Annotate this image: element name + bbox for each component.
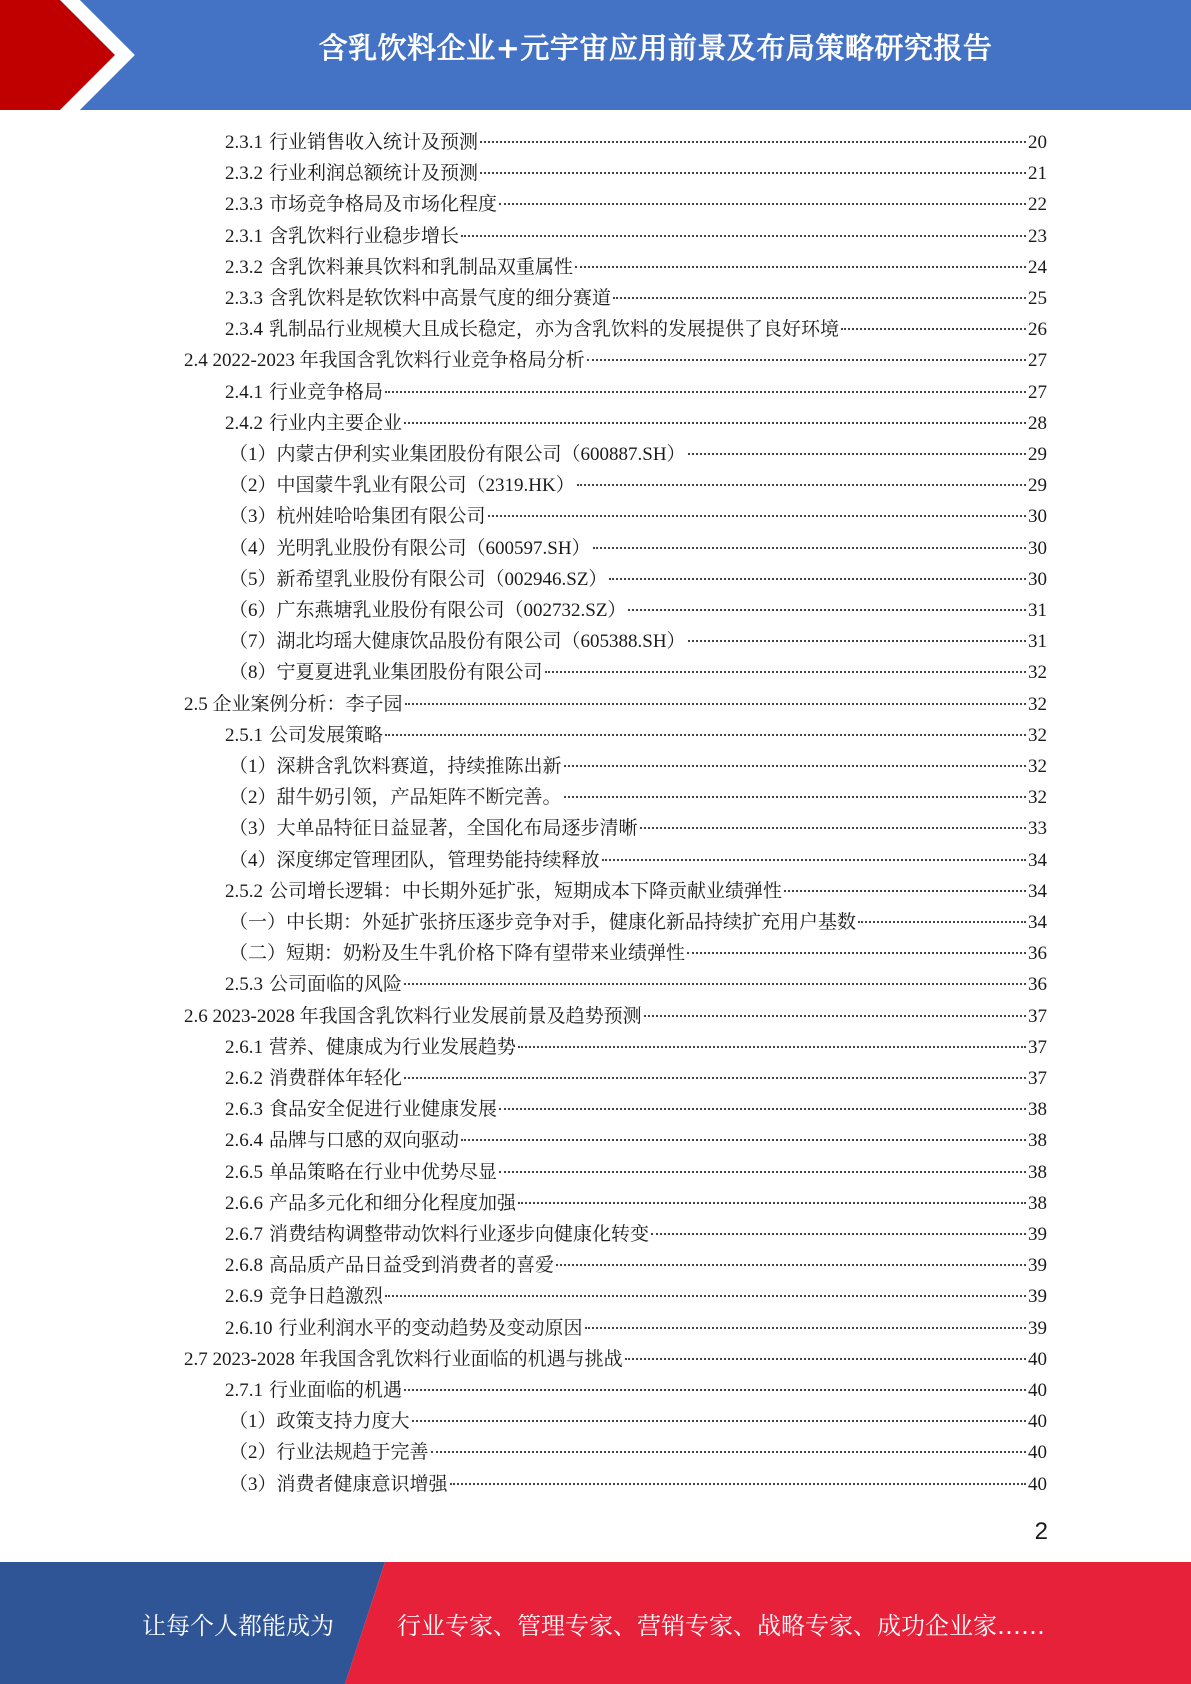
toc-entry[interactable] [225,720,1047,751]
toc-entry[interactable] [225,283,1047,314]
toc-entry-number: 2.6.7 [225,1224,263,1245]
toc-leader-dots [575,266,1026,268]
toc-entry[interactable] [225,221,1047,252]
toc-entry-number: 2.5.2 [225,880,263,902]
toc-entry-label [184,689,403,720]
toc-entry-text: （2）甜牛奶引领，产品矩阵不断完善。 [229,787,562,809]
toc-entry-page: 30 [1028,568,1047,590]
toc-entry-label [229,657,543,688]
toc-entry-text: 消费结构调整带动饮料行业逐步向健康化转变 [269,1224,650,1245]
toc-leader-dots [602,859,1026,861]
toc-entry-number: 2.4.2 [225,412,263,434]
toc-entry-text: 乳制品行业规模大且成长稳定，亦为含乳饮料的发展提供了良好环境 [269,319,840,341]
toc-entry-text: （一）中长期：外延扩张挤压逐步竞争对手，健康化新品持续扩充用户基数 [229,912,857,933]
toc-leader-dots [518,1046,1026,1048]
toc-entry-label [225,221,459,252]
toc-leader-dots [593,547,1026,549]
toc-leader-dots [640,827,1026,829]
toc-entry-label [229,439,686,470]
toc-entry[interactable] [229,501,1047,532]
toc-entry-number: 2.5.3 [225,974,263,996]
toc-entry-number: 2.6.4 [225,1130,263,1152]
toc-entry-page: 32 [1028,693,1047,715]
toc-leader-dots [628,609,1026,611]
toc-entry[interactable] [229,470,1047,501]
toc-entry-page: 24 [1028,256,1047,278]
toc-entry[interactable] [225,1094,1047,1125]
toc-entry-text: 2.6 2023-2028 年我国含乳饮料行业发展前景及趋势预测 [184,1005,642,1027]
toc-entry-text: （2）中国蒙牛乳业有限公司（2319.HK） [229,475,575,497]
toc-entry-text: 市场竞争格局及市场化程度 [269,194,498,216]
toc-entry-text: （1）政策支持力度大 [229,1411,410,1433]
toc-entry-text: 含乳饮料是软饮料中高景气度的细分赛道 [269,288,612,309]
toc-entry[interactable] [229,657,1047,688]
toc-leader-dots [499,1171,1026,1173]
toc-entry[interactable] [225,127,1047,158]
toc-entry-page: 40 [1028,1473,1047,1495]
toc-entry-label [229,1437,429,1468]
toc-entry-page: 28 [1028,412,1047,434]
toc-entry[interactable] [225,1375,1047,1406]
toc-leader-dots [404,1077,1026,1079]
toc-entry-label [229,938,685,969]
toc-entry-label [229,751,562,782]
toc-entry-text: （1）深耕含乳饮料赛道，持续推陈出新 [229,756,562,777]
toc-entry[interactable] [229,1406,1047,1437]
toc-entry-label [225,189,497,220]
toc-entry[interactable] [225,252,1047,283]
toc-entry-label [229,1469,448,1500]
toc-entry[interactable] [225,314,1047,345]
toc-entry-page: 36 [1028,943,1047,965]
toc-entry-page: 39 [1028,1255,1047,1277]
toc-leader-dots [585,1327,1026,1329]
toc-leader-dots [385,1295,1026,1297]
toc-entry[interactable] [225,1032,1047,1063]
toc-entry-number: 2.6.10 [225,1317,273,1339]
toc-entry-number: 2.6.3 [225,1099,263,1121]
toc-leader-dots [461,1139,1026,1141]
page-header [0,0,1191,110]
toc-entry-text: 公司增长逻辑：中长期外延扩张，短期成本下降贡献业绩弹性 [269,880,783,902]
toc-entry-page: 30 [1028,506,1047,528]
toc-entry[interactable] [184,345,1047,376]
toc-entry-page: 31 [1028,600,1047,621]
page-footer [0,1562,1191,1684]
toc-entry-label [229,1406,410,1437]
toc-entry-text: 产品多元化和细分化程度加强 [269,1192,517,1214]
toc-entry-text: 行业销售收入统计及预测 [269,132,479,153]
page-number: 2 [1034,1518,1048,1545]
toc-entry-number: 2.6.9 [225,1286,263,1308]
toc-entry-text: （8）宁夏夏进乳业集团股份有限公司 [229,662,543,684]
footer-tagline: 行业专家、管理专家、营销专家、战略专家、成功企业家…… [397,1612,1045,1640]
toc-entry[interactable] [225,1313,1047,1344]
toc-entry-label [225,1219,649,1250]
toc-entry-page: 39 [1028,1317,1047,1339]
toc-entry[interactable] [184,689,1047,720]
toc-entry-text: 行业利润总额统计及预测 [269,163,479,185]
toc-entry-label [229,501,486,532]
toc-entry-number: 2.7.1 [225,1380,263,1401]
toc-entry-label [225,314,839,345]
toc-entry-page: 26 [1028,319,1047,341]
toc-entry-page: 29 [1028,444,1047,465]
toc-entry-number: 2.4.1 [225,381,263,403]
toc-entry-page: 31 [1028,631,1047,653]
toc-entry-label [225,1281,383,1312]
toc-entry[interactable] [225,377,1047,408]
toc-entry-page: 22 [1028,194,1047,216]
toc-entry-text: 单品策略在行业中优势尽显 [269,1161,498,1183]
toc-entry-label [184,1344,623,1375]
toc-entry-text: （7）湖北均瑶大健康饮品股份有限公司（605388.SH） [229,631,686,653]
toc-entry-text: 行业利润水平的变动趋势及变动原因 [278,1317,583,1339]
toc-entry[interactable] [225,969,1047,1000]
toc-entry-label [184,1001,642,1032]
toc-entry[interactable] [229,595,1047,626]
toc-entry-page: 38 [1028,1161,1047,1183]
toc-entry-text: 高品质产品日益受到消费者的喜爱 [269,1255,555,1277]
toc-entry-page: 37 [1028,1005,1047,1027]
toc-entry-text: （3）杭州娃哈哈集团有限公司 [229,506,486,528]
toc-entry-label [225,158,478,189]
toc-entry-page: 34 [1028,912,1047,933]
toc-entry-text: （5）新希望乳业股份有限公司（002946.SZ） [229,568,608,590]
toc-entry-label [225,876,782,907]
toc-entry-text: （6）广东燕塘乳业股份有限公司（002732.SZ） [229,600,627,621]
toc-entry[interactable] [225,1219,1047,1250]
toc-entry-label [225,969,402,1000]
toc-entry[interactable] [229,533,1047,564]
toc-entry[interactable] [229,938,1047,969]
toc-entry-text: 食品安全促进行业健康发展 [269,1099,498,1121]
toc-entry-number: 2.3.2 [225,256,263,278]
toc-entry-page: 39 [1028,1286,1047,1308]
toc-leader-dots [404,983,1026,985]
toc-entry-page: 37 [1028,1036,1047,1058]
toc-entry[interactable] [229,439,1047,470]
toc-entry-number: 2.3.3 [225,288,263,309]
toc-entry-text: 公司面临的风险 [269,974,403,996]
toc-entry-label [225,283,611,314]
toc-entry-text: 竞争日趋激烈 [269,1286,384,1308]
toc-leader-dots [385,734,1026,736]
toc-entry-label [229,470,575,501]
toc-entry-text: 公司发展策略 [269,724,384,746]
toc-leader-dots [545,671,1026,673]
toc-leader-dots [480,141,1026,143]
toc-leader-dots [784,890,1026,892]
toc-entry[interactable] [229,1469,1047,1500]
toc-entry[interactable] [225,1157,1047,1188]
toc-leader-dots [687,952,1026,954]
toc-entry-page: 25 [1028,288,1047,309]
toc-entry[interactable] [225,189,1047,220]
toc-entry-text: （3）大单品特征日益显著，全国化布局逐步清晰 [229,818,638,840]
toc-entry-text: （1）内蒙古伊利实业集团股份有限公司（600887.SH） [229,444,686,465]
toc-entry-text: （2）行业法规趋于完善 [229,1442,429,1464]
toc-entry-page: 40 [1028,1411,1047,1433]
toc-leader-dots [488,515,1026,517]
toc-entry-label [225,1094,497,1125]
toc-entry-page: 40 [1028,1348,1047,1370]
toc-entry-text: （3）消费者健康意识增强 [229,1473,448,1495]
toc-entry-text: 消费群体年轻化 [269,1068,403,1089]
toc-leader-dots [625,1358,1026,1360]
toc-leader-dots [518,1202,1026,1204]
toc-leader-dots [404,1389,1026,1391]
toc-entry-page: 32 [1028,662,1047,684]
toc-leader-dots [577,484,1026,486]
toc-leader-dots [556,1264,1026,1266]
toc-entry[interactable] [229,564,1047,595]
toc-entry-label [229,626,686,657]
toc-entry-page: 32 [1028,756,1047,777]
toc-entry-text: 行业内主要企业 [269,412,403,434]
toc-entry-number: 2.3.3 [225,194,263,216]
toc-entry-text: （4）光明乳业股份有限公司（600597.SH） [229,537,591,559]
toc-entry[interactable] [184,1344,1047,1375]
toc-entry-page: 20 [1028,132,1047,153]
toc-entry[interactable] [229,813,1047,844]
toc-entry-number: 2.6.8 [225,1255,263,1277]
toc-leader-dots [644,1015,1026,1017]
toc-entry-label [225,1032,516,1063]
toc-leader-dots [858,921,1026,923]
toc-leader-dots [613,297,1026,299]
footer-slogan: 让每个人都能成为 [142,1612,334,1640]
toc-leader-dots [450,1483,1026,1485]
toc-entry[interactable] [229,907,1047,938]
toc-entry-number: 2.3.1 [225,132,263,153]
toc-entry-page: 30 [1028,537,1047,559]
toc-entry-number: 2.6.1 [225,1036,263,1058]
toc-entry-label [229,564,607,595]
toc-entry-label [225,1063,402,1094]
toc-entry-label [229,595,626,626]
toc-entry-text: 行业面临的机遇 [269,1380,403,1401]
toc-entry-page: 34 [1028,849,1047,871]
toc-leader-dots [688,640,1026,642]
toc-entry-page: 38 [1028,1099,1047,1121]
toc-entry-page: 40 [1028,1442,1047,1464]
toc-entry-page: 33 [1028,818,1047,840]
toc-entry-page: 29 [1028,475,1047,497]
toc-leader-dots [412,1420,1026,1422]
toc-entry-number: 2.3.4 [225,319,263,341]
toc-entry-text: 含乳饮料兼具饮料和乳制品双重属性 [269,256,574,278]
toc-entry-page: 32 [1028,787,1047,809]
toc-leader-dots [499,1108,1026,1110]
toc-entry-number: 2.5.1 [225,724,263,746]
toc-entry-page: 34 [1028,880,1047,902]
toc-leader-dots [564,765,1026,767]
toc-leader-dots [404,422,1026,424]
toc-leader-dots [480,172,1026,174]
toc-entry-text: （4）深度绑定管理团队，管理势能持续释放 [229,849,600,871]
toc-entry-text: 2.4 2022-2023 年我国含乳饮料行业竞争格局分析 [184,350,585,372]
toc-entry[interactable] [229,782,1047,813]
toc-entry-number: 2.3.1 [225,225,263,247]
toc-entry-text: （二）短期：奶粉及生牛乳价格下降有望带来业绩弹性 [229,943,686,965]
toc-entry-label [229,813,638,844]
toc-entry[interactable] [229,751,1047,782]
toc-entry-page: 32 [1028,724,1047,746]
toc-entry-page: 21 [1028,163,1047,185]
toc-leader-dots [405,703,1026,705]
toc-entry-page: 23 [1028,225,1047,247]
toc-entry-label [184,345,585,376]
toc-entry-text: 品牌与口感的双向驱动 [269,1130,460,1152]
toc-entry-label [225,1125,459,1156]
toc-entry[interactable] [225,158,1047,189]
toc-entry-label [225,252,573,283]
toc-entry-label [229,845,600,876]
toc-entry-number: 2.3.2 [225,163,263,185]
toc-leader-dots [564,796,1026,798]
document-title: 含乳饮料企业+元宇宙应用前景及布局策略研究报告 [318,31,993,65]
toc-entry-label [225,720,383,751]
toc-entry-page: 27 [1028,350,1047,372]
toc-entry-number: 2.6.6 [225,1192,263,1214]
toc-entry-label [225,1375,402,1406]
toc-entry-text: 行业竞争格局 [269,381,384,403]
toc-leader-dots [385,391,1026,393]
toc-entry-page: 36 [1028,974,1047,996]
toc-entry-page: 40 [1028,1380,1047,1401]
toc-entry-number: 2.6.2 [225,1068,263,1089]
toc-entry-label [225,1157,497,1188]
toc-entry-text: 2.5 企业案例分析：李子园 [184,693,403,715]
toc-entry-label [225,1250,554,1281]
toc-entry-page: 38 [1028,1192,1047,1214]
toc-entry-page: 39 [1028,1224,1047,1245]
toc-leader-dots [499,203,1026,205]
toc-leader-dots [587,359,1026,361]
toc-entry[interactable] [229,626,1047,657]
toc-entry-text: 营养、健康成为行业发展趋势 [269,1036,517,1058]
toc-entry-page: 38 [1028,1130,1047,1152]
toc-leader-dots [431,1451,1026,1453]
toc-entry-label [229,907,856,938]
toc-leader-dots [841,328,1026,330]
toc-entry-label [225,127,478,158]
toc-entry[interactable] [225,408,1047,439]
toc-entry-label [229,782,562,813]
toc-leader-dots [461,235,1026,237]
toc-entry-text: 含乳饮料行业稳步增长 [269,225,460,247]
toc-entry-label [225,1188,516,1219]
toc-entry[interactable] [229,845,1047,876]
toc-entry-page: 27 [1028,381,1047,403]
toc-entry-label [229,533,591,564]
toc-entry-label [225,377,383,408]
toc-leader-dots [609,578,1026,580]
toc-entry-text: 2.7 2023-2028 年我国含乳饮料行业面临的机遇与挑战 [184,1348,623,1370]
toc-entry[interactable] [225,1250,1047,1281]
toc-entry[interactable] [225,876,1047,907]
toc-entry-label [225,408,402,439]
toc-entry[interactable] [184,1001,1047,1032]
toc-entry-label [225,1313,583,1344]
toc-entry[interactable] [225,1281,1047,1312]
toc-entry-number: 2.6.5 [225,1161,263,1183]
toc-leader-dots [688,453,1026,455]
toc-entry[interactable] [225,1063,1047,1094]
toc-entry-page: 37 [1028,1068,1047,1089]
toc-entry[interactable] [225,1125,1047,1156]
toc-leader-dots [651,1233,1026,1235]
toc-entry[interactable] [229,1437,1047,1468]
toc-entry[interactable] [225,1188,1047,1219]
